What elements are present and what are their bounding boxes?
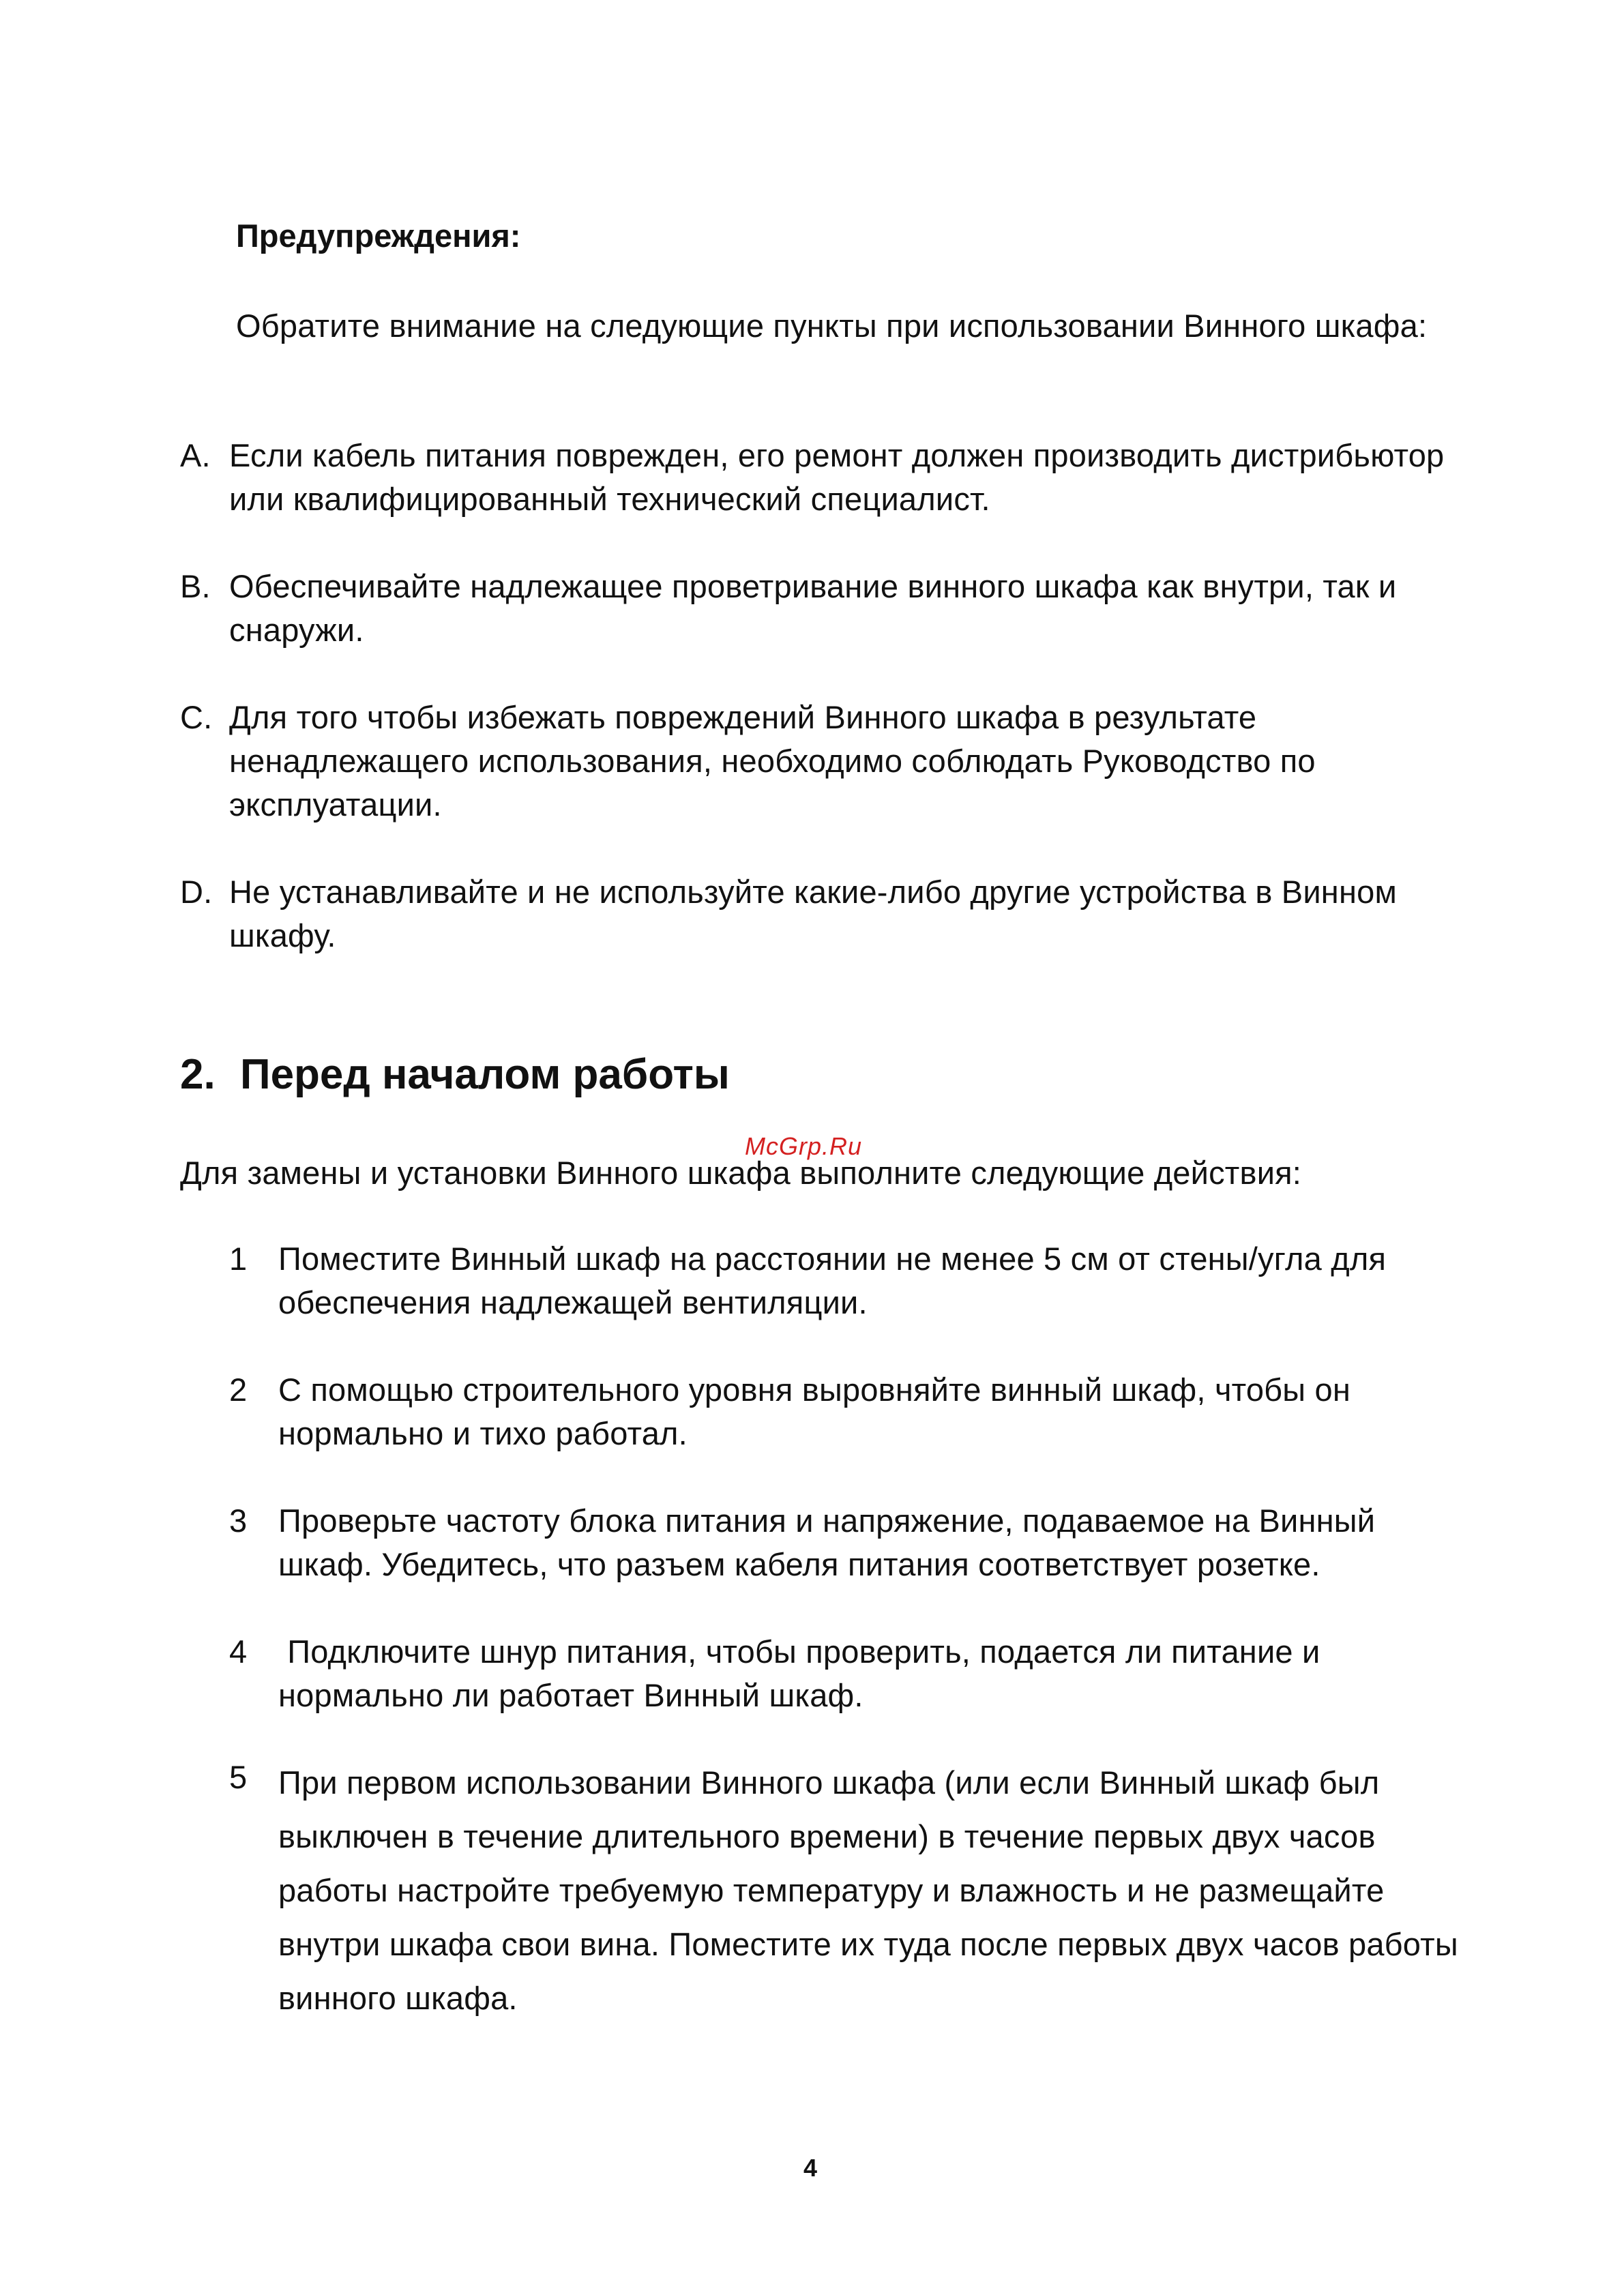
list-item-text: При первом использовании Винного шкафа (или если Винный шкаф был выключен в течение длительного времени) в течение первых двух часов работы настройте требуемую температуру и влажность и не размещайте внутри шкафа свои вина. Поместите их туда после первых двух часов работы винного шкафа. (278, 1764, 1458, 2016)
list-item (180, 565, 1476, 652)
list-marker: 4 (229, 1633, 248, 1670)
list-item-text: Для того чтобы избежать повреждений Винного шкафа в результате ненадлежащего использования, необходимо соблюдать Руководство по эксплуатации. (229, 699, 1316, 823)
list-marker: C. (180, 699, 213, 735)
warnings-intro: Обратите внимание на следующие пункты при использовании Винного шкафа: (236, 308, 1428, 344)
list-item (229, 1499, 1477, 1586)
list-item (229, 1237, 1477, 1324)
section-number: 2. (180, 1051, 216, 1098)
list-item-text: Подключите шнур питания, чтобы проверить, подается ли питание и нормально ли работает Винный шкаф. (278, 1633, 1329, 1713)
list-item (180, 870, 1476, 958)
list-item-text: Не устанавливайте и не используйте какие-либо другие устройства в Винном шкафу. (229, 874, 1397, 953)
list-item-text: Обеспечивайте надлежащее проветривание винного шкафа как внутри, так и снаружи. (229, 568, 1397, 648)
list-item-text: Проверьте частоту блока питания и напряжение, подаваемое на Винный шкаф. Убедитесь, что разъем кабеля питания соответствует розетке. (278, 1502, 1376, 1582)
warnings-list (180, 434, 1476, 1001)
list-marker: 3 (229, 1502, 248, 1539)
list-item-text: Если кабель питания поврежден, его ремонт должен производить дистрибьютор или квалифицированный технический специалист. (229, 437, 1445, 517)
list-marker: A. (180, 437, 211, 473)
list-marker: B. (180, 568, 211, 604)
list-marker: 1 (229, 1241, 248, 1277)
list-item-text: С помощью строительного уровня выровняйте винный шкаф, чтобы он нормально и тихо работал. (278, 1372, 1351, 1451)
list-item (180, 434, 1476, 521)
warnings-heading: Предупреждения: (236, 218, 521, 254)
list-item (229, 1368, 1477, 1455)
watermark: McGrp.Ru (745, 1132, 863, 1160)
steps-intro: Для замены и установки Винного шкафа выполните следующие действия: (180, 1155, 1302, 1191)
list-marker: 5 (229, 1759, 248, 1795)
list-item-text: Поместите Винный шкаф на расстоянии не менее 5 см от стены/угла для обеспечения надлежащей вентиляции. (278, 1241, 1387, 1320)
section-title: Перед началом работы (240, 1051, 730, 1098)
section-heading (180, 1050, 730, 1099)
list-item (229, 1756, 1477, 2025)
page-number: 4 (803, 2154, 818, 2182)
list-item (229, 1630, 1477, 1717)
list-item (180, 696, 1476, 827)
list-marker: D. (180, 874, 213, 910)
steps-list (229, 1237, 1477, 2069)
list-marker: 2 (229, 1372, 248, 1408)
